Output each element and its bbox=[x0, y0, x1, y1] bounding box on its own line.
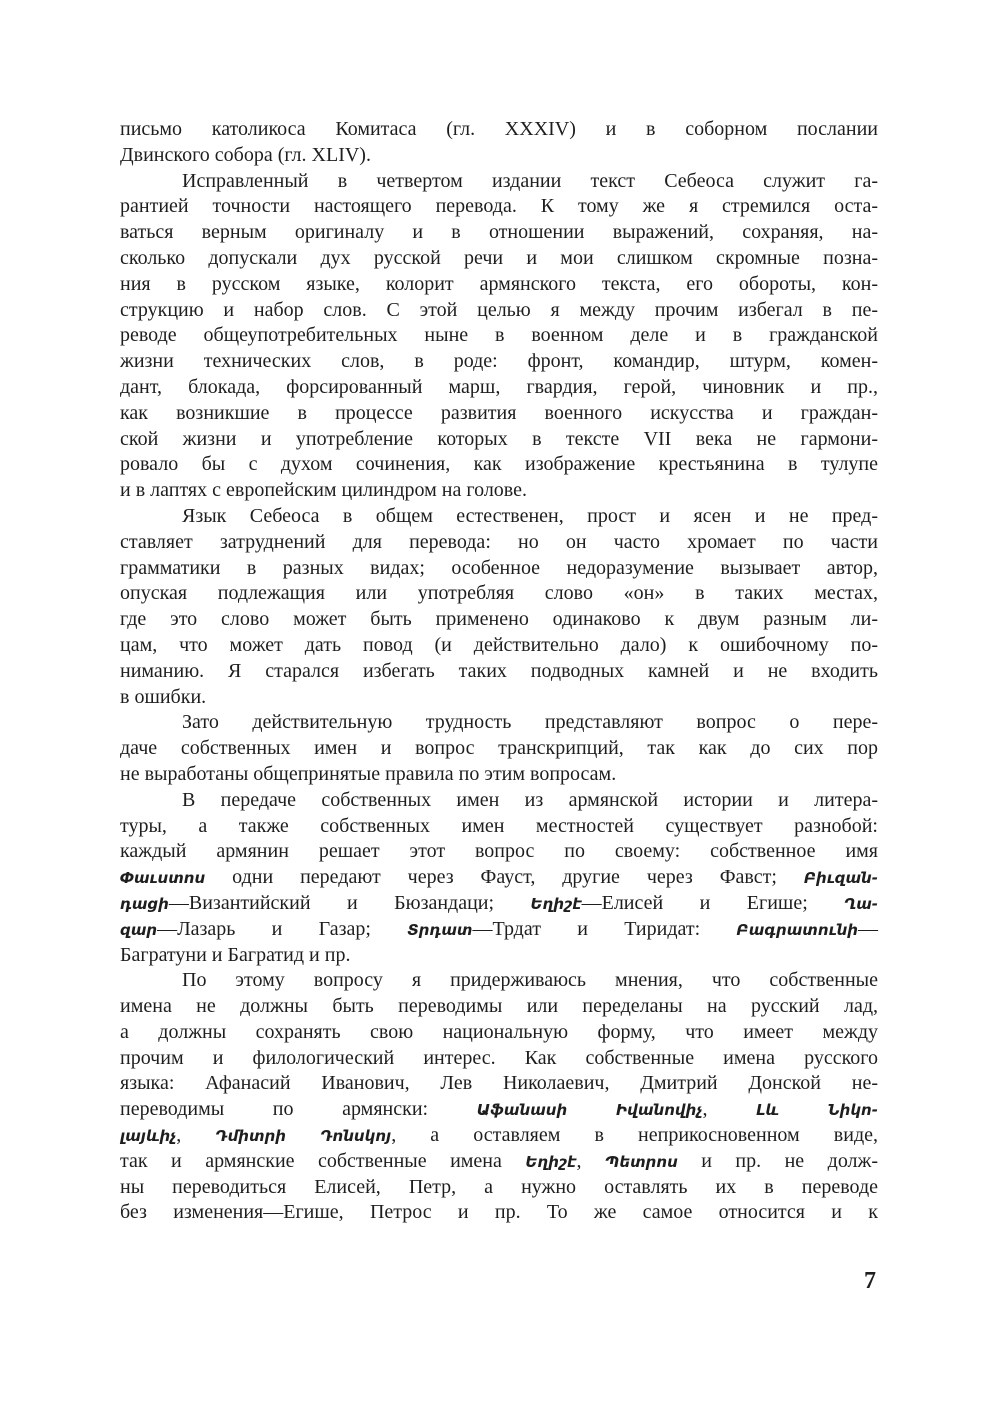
armenian-name: Բագրատունի bbox=[736, 920, 858, 939]
text-segment: ской жизни и употребление которых в тексте VII века не гармони- bbox=[120, 427, 878, 450]
text-segment: без изменения—Егише, Петрос и пр. То же самое относится и к bbox=[120, 1201, 878, 1224]
text-line bbox=[120, 1200, 878, 1226]
text-segment: каждый армянин решает этот вопрос по своему: собственное имя bbox=[120, 840, 878, 863]
text-line bbox=[120, 736, 878, 762]
text-segment: одни передают через Фауст, другие через Фавст; bbox=[205, 866, 804, 889]
text-line bbox=[120, 710, 878, 736]
text-segment: , bbox=[176, 1124, 216, 1147]
text-line bbox=[120, 994, 878, 1020]
text-segment: Язык Себеоса в общем естественен, прост и ясен и не пред- bbox=[182, 504, 878, 527]
text-segment: опуская подлежащия или употребляя слово «он» в таких местах, bbox=[120, 582, 878, 605]
armenian-name: Լև Նիկո- bbox=[756, 1101, 878, 1120]
text-segment: ны переводиться Елисей, Петр, а нужно оставлять их в переводе bbox=[120, 1175, 878, 1198]
paragraph bbox=[120, 117, 878, 169]
text-line bbox=[120, 246, 878, 272]
text-line bbox=[120, 1046, 878, 1072]
text-segment: струкцию и набор слов. С этой целью я между прочим избегал в пе- bbox=[120, 298, 878, 321]
armenian-name: Ղա- bbox=[844, 894, 879, 913]
text-segment: ровало бы с духом сочинения, как изображение крестьянина в тулупе bbox=[120, 453, 878, 476]
text-segment: , а оставляем в неприкосновенном виде, bbox=[391, 1124, 878, 1147]
paragraph bbox=[120, 710, 878, 787]
page-body-text bbox=[120, 117, 878, 1226]
armenian-name: Տրդատ bbox=[407, 920, 473, 939]
armenian-name: Պետրոս bbox=[604, 1152, 678, 1171]
text-line bbox=[120, 788, 878, 814]
text-segment: , bbox=[702, 1098, 757, 1121]
text-line bbox=[120, 169, 878, 195]
text-line bbox=[120, 530, 878, 556]
paragraph bbox=[120, 968, 878, 1226]
text-line bbox=[120, 143, 878, 169]
text-segment: не выработаны общепринятые правила по этим вопросам. bbox=[120, 762, 617, 785]
text-line bbox=[120, 891, 878, 917]
text-segment: и в лаптях с европейским цилиндром на голове. bbox=[120, 479, 528, 502]
text-segment: —Лазарь и Газар; bbox=[157, 917, 408, 940]
armenian-name: զար bbox=[120, 920, 158, 939]
text-line bbox=[120, 1175, 878, 1201]
text-line bbox=[120, 478, 878, 504]
armenian-name: Եղիշէ bbox=[525, 1152, 577, 1171]
text-segment: имена не должны быть переводимы или переделаны на русский лад, bbox=[120, 995, 878, 1018]
text-line bbox=[120, 581, 878, 607]
text-line bbox=[120, 607, 878, 633]
text-line bbox=[120, 272, 878, 298]
text-segment: так и армянские собственные имена bbox=[120, 1149, 526, 1172]
text-segment: дант, блокада, форсированный марш, гвардия, герой, чиновник и пр., bbox=[120, 375, 878, 398]
text-line bbox=[120, 1071, 878, 1097]
text-segment: Двинского собора (гл. XLIV). bbox=[120, 143, 371, 166]
paragraph bbox=[120, 169, 878, 504]
text-line bbox=[120, 839, 878, 865]
text-line bbox=[120, 1149, 878, 1175]
text-line bbox=[120, 633, 878, 659]
text-segment: сколько допускали дух русской речи и мои слишком скромные позна- bbox=[120, 246, 878, 269]
text-segment: По этому вопросу я придерживаюсь мнения, что собственные bbox=[182, 969, 878, 992]
text-segment: , bbox=[576, 1149, 605, 1172]
text-line bbox=[120, 298, 878, 324]
armenian-name: լայևիչ bbox=[120, 1127, 177, 1146]
text-line bbox=[120, 504, 878, 530]
text-line bbox=[120, 375, 878, 401]
text-line bbox=[120, 323, 878, 349]
text-segment: туры, а также собственных имен местностей существует разнобой: bbox=[120, 814, 878, 837]
text-segment: как возникшие в процессе развития военного искусства и граждан- bbox=[120, 401, 878, 424]
text-line bbox=[120, 220, 878, 246]
text-line bbox=[120, 1123, 878, 1149]
text-line bbox=[120, 349, 878, 375]
text-segment: ниманию. Я старался избегать таких подводных камней и не входить bbox=[120, 659, 878, 682]
text-segment: ния в русском языке, колорит армянского текста, его обороты, кон- bbox=[120, 272, 878, 295]
armenian-name: Դմիտրի Դոնսկոյ bbox=[215, 1127, 392, 1146]
text-segment: ставляет затруднений для перевода: но он часто хромает по части bbox=[120, 530, 878, 553]
text-line bbox=[120, 427, 878, 453]
text-segment: переводимы по армянски: bbox=[120, 1098, 477, 1121]
text-segment: Исправленный в четвертом издании текст Себеоса служит га- bbox=[182, 169, 878, 192]
text-segment: языка: Афанасий Иванович, Лев Николаевич, Дмитрий Донской не- bbox=[120, 1072, 878, 1095]
text-segment: и пр. не долж- bbox=[677, 1149, 879, 1172]
text-line bbox=[120, 659, 878, 685]
text-segment: рантией точности настоящего перевода. К тому же я стремился оста- bbox=[120, 195, 878, 218]
text-segment: прочим и филологический интерес. Как собственные имена русского bbox=[120, 1046, 878, 1069]
text-segment: реводе общеупотребительных ныне в военном деле и в гражданской bbox=[120, 324, 878, 347]
text-line bbox=[120, 1097, 878, 1123]
text-segment: —Трдат и Тиридат: bbox=[472, 917, 737, 940]
text-line bbox=[120, 556, 878, 582]
text-line bbox=[120, 1020, 878, 1046]
armenian-name: Եղիշէ bbox=[530, 894, 582, 913]
text-segment: даче собственных имен и вопрос транскрипций, так как до сих пор bbox=[120, 737, 878, 760]
armenian-name: Աֆանասի Իվանովիչ bbox=[476, 1101, 703, 1120]
text-line bbox=[120, 865, 878, 891]
text-line bbox=[120, 452, 878, 478]
text-line bbox=[120, 814, 878, 840]
text-segment: —Елисей и Егише; bbox=[581, 891, 845, 914]
text-line bbox=[120, 762, 878, 788]
text-line bbox=[120, 194, 878, 220]
text-line bbox=[120, 401, 878, 427]
armenian-name: դացի bbox=[120, 894, 169, 913]
text-segment: в ошибки. bbox=[120, 685, 207, 708]
text-segment: где это слово может быть применено одинаково к двум разным ли- bbox=[120, 608, 878, 631]
paragraph bbox=[120, 504, 878, 710]
text-segment: а должны сохранять свою национальную форму, что имеет между bbox=[120, 1020, 878, 1043]
text-segment: —Византийский и Бюзандаци; bbox=[168, 891, 531, 914]
armenian-name: Բիւզան- bbox=[803, 869, 878, 888]
text-segment: Зато действительную трудность представляют вопрос о пере- bbox=[182, 711, 878, 734]
text-segment: — bbox=[857, 917, 878, 940]
text-segment: грамматики в разных видах; особенное недоразумение вызывает автор, bbox=[120, 556, 878, 579]
text-line bbox=[120, 943, 878, 969]
text-line bbox=[120, 968, 878, 994]
text-line bbox=[120, 685, 878, 711]
text-line bbox=[120, 117, 878, 143]
text-segment: Багратуни и Багратид и пр. bbox=[120, 943, 351, 966]
text-line bbox=[120, 917, 878, 943]
text-segment: письмо католикоса Комитаса (гл. XXXIV) и в соборном послании bbox=[120, 118, 878, 140]
text-segment: цам, что может дать повод (и действительно дало) к ошибочному по- bbox=[120, 633, 878, 656]
text-segment: В передаче собственных имен из армянской истории и литера- bbox=[182, 788, 878, 811]
armenian-name: Փաւստոս bbox=[120, 869, 206, 888]
page-number: 7 bbox=[864, 1268, 876, 1294]
text-segment: ваться верным оригиналу и в отношении выражений, сохраняя, на- bbox=[120, 221, 878, 244]
text-segment: жизни технических слов, в роде: фронт, командир, штурм, комен- bbox=[120, 350, 878, 373]
paragraph bbox=[120, 788, 878, 969]
